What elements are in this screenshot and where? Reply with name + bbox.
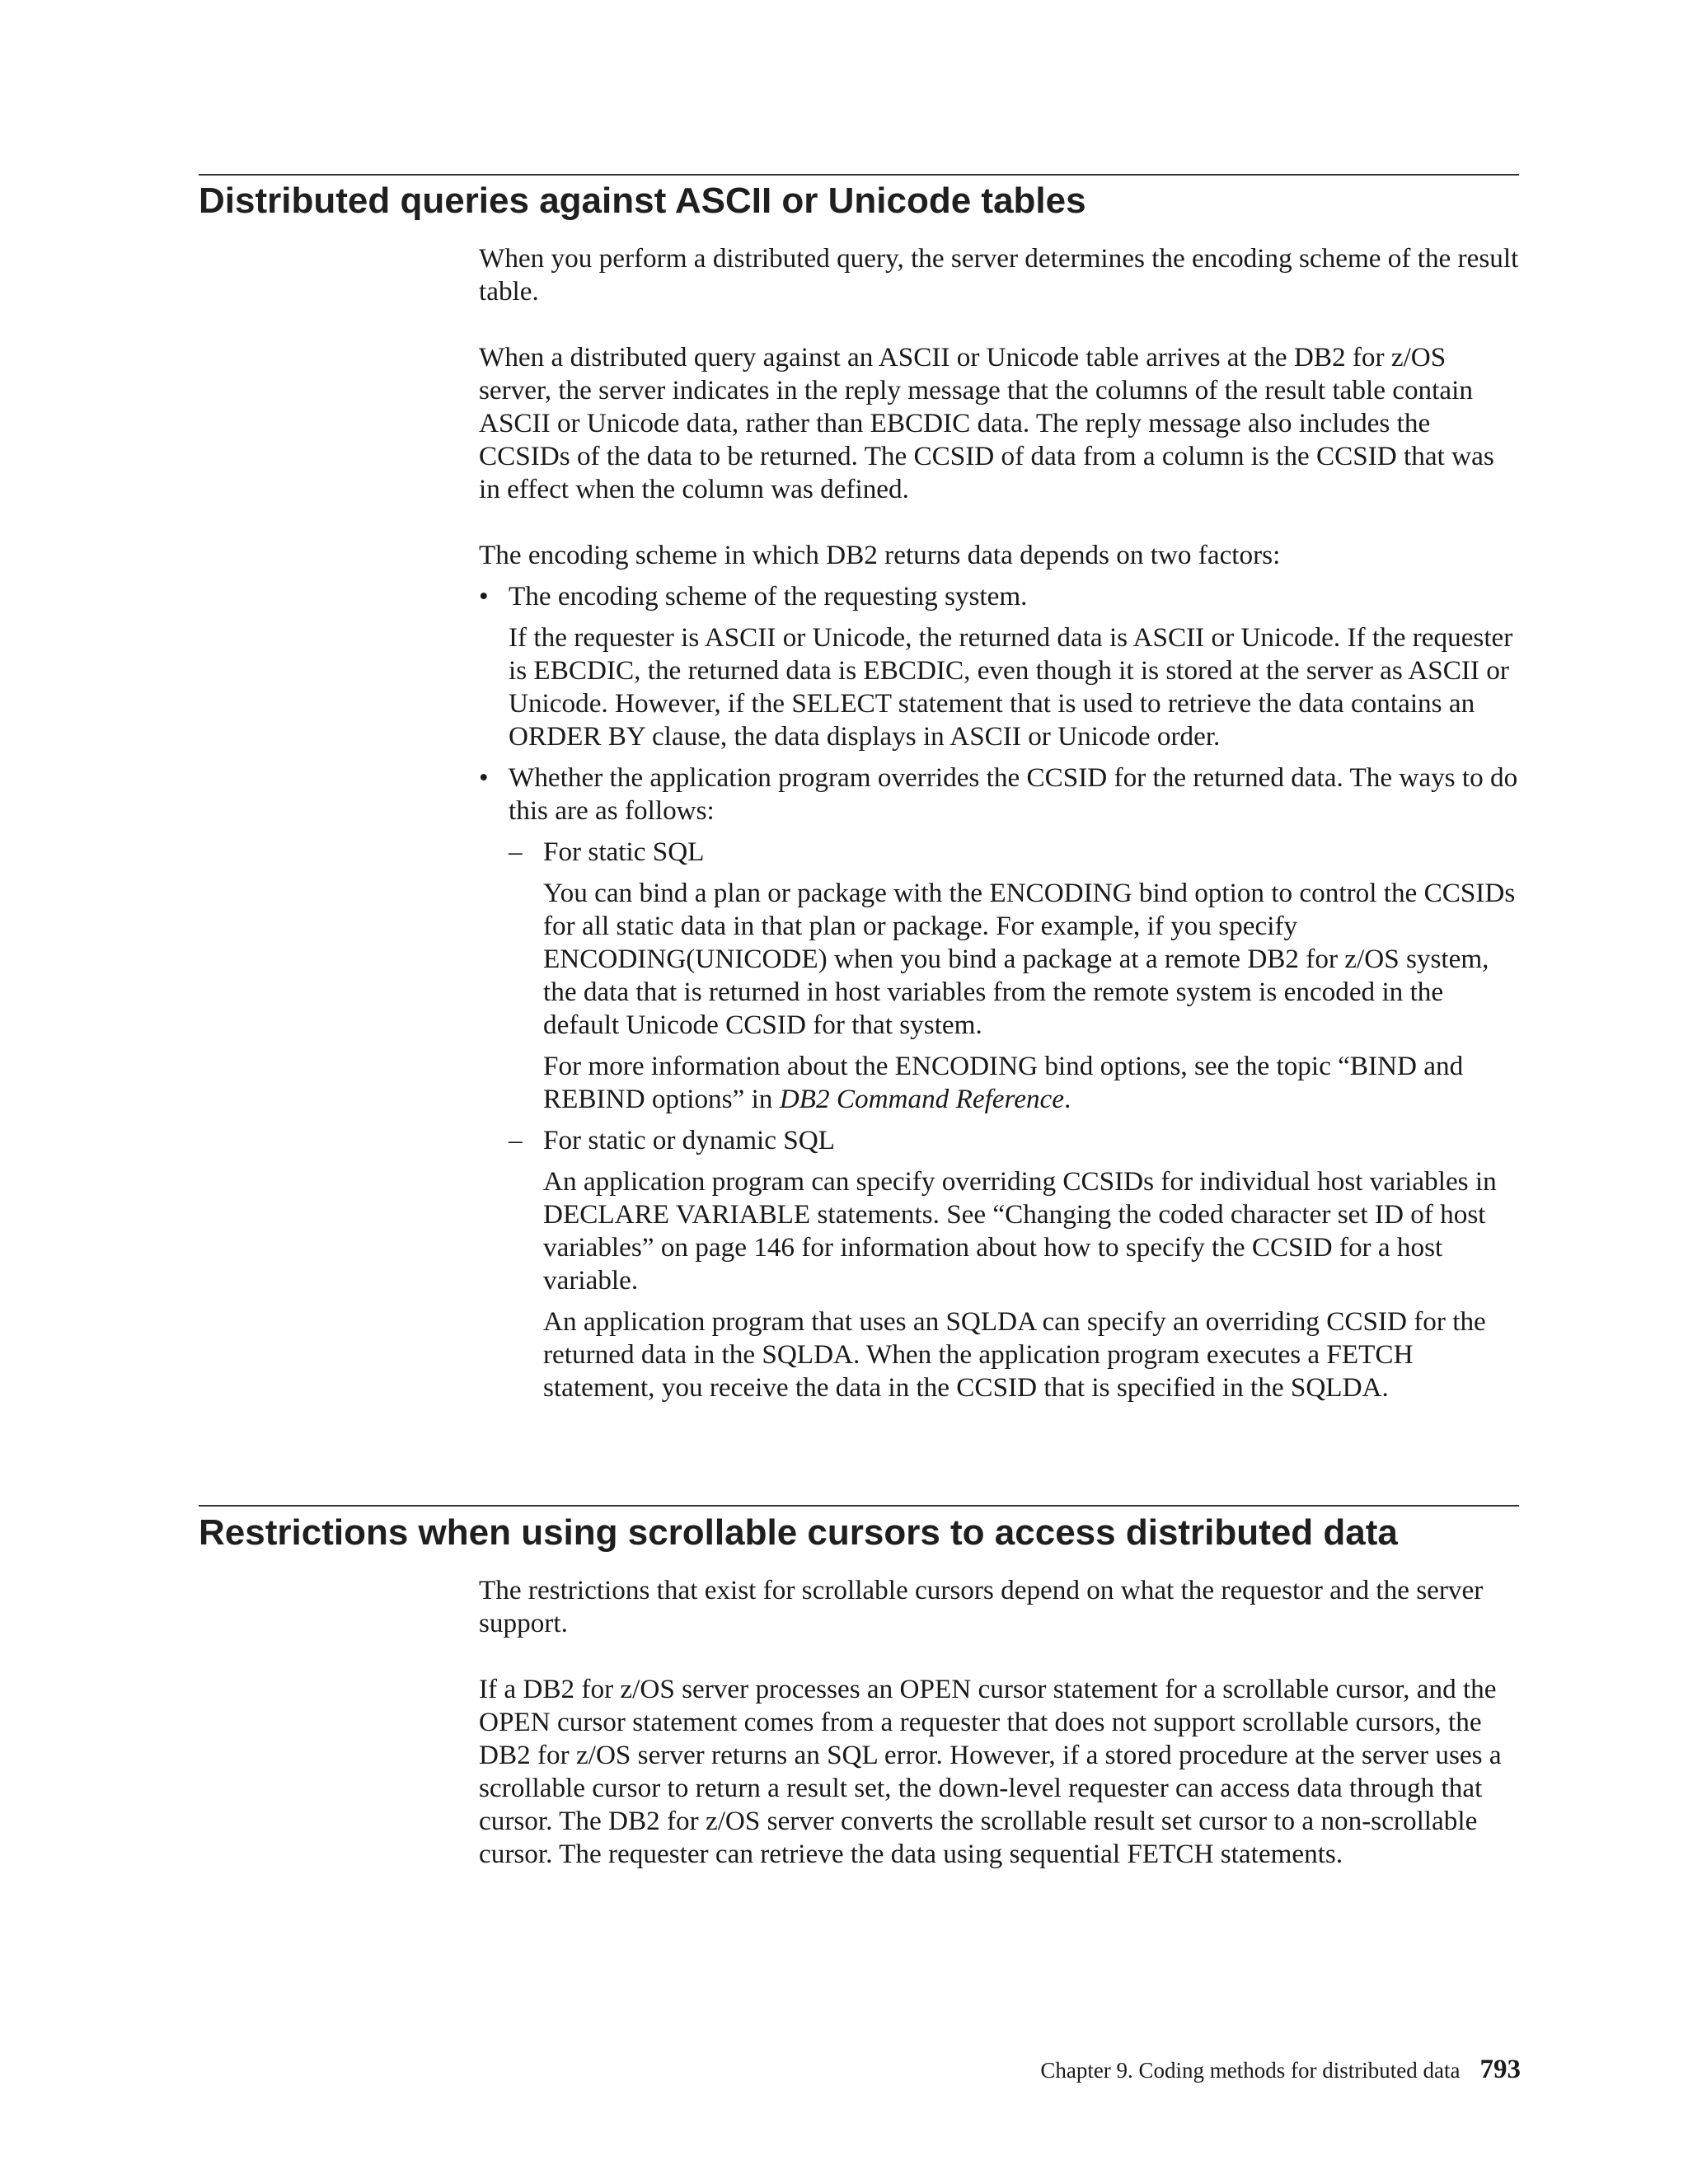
bullet-marker: • — [479, 581, 489, 612]
sub-item-static-or-dynamic-sql — [479, 1124, 1522, 1157]
text-fragment: . — [1064, 1084, 1071, 1114]
dash-marker: – — [509, 1125, 523, 1155]
bullet-text: Whether the application program overrides the CCSID for the returned data. The ways to do this are as follows: — [509, 762, 1518, 826]
bullet-marker: • — [479, 762, 489, 793]
sub-item-paragraph — [479, 1050, 1522, 1116]
sub-item-title: For static SQL — [543, 837, 705, 867]
bullet-item-encoding-scheme — [479, 580, 1522, 613]
reference-title: DB2 Command Reference — [779, 1084, 1064, 1114]
chapter-title: Chapter 9. Coding methods for distributed data — [1040, 2058, 1461, 2083]
sub-item-paragraph: An application program can specify overriding CCSIDs for individual host variables in DECLARE VARIABLE statements. See “Changing the coded character set ID of host variables” on page 146 for information about how to specify the CCSID for a host variable. — [543, 1166, 1497, 1296]
sub-item-static-sql — [479, 836, 1522, 869]
text-fragment: For more information about the ENCODING bind options, see the topic “BIND and REBIND options” in — [543, 1051, 1464, 1114]
sub-item-paragraph: You can bind a plan or package with the ENCODING bind option to control the CCSIDs for all static data in that plan or package. For example, if you specify ENCODING(UNICODE) when you bind a package at a remote DB2 for z/OS system, the data that is returned in host variables from the remote system is encoded in the default Unicode CCSID for that system. — [543, 878, 1516, 1040]
dash-marker: – — [509, 837, 523, 867]
bullet-detail: If the requester is ASCII or Unicode, the returned data is ASCII or Unicode. If the requester is EBCDIC, the returned data is EBCDIC, even though it is stored at the server as ASCII or Unicode. However, if the SELECT statement that is used to retrieve the data contains an ORDER BY clause, the data displays in ASCII or Unicode order. — [509, 622, 1513, 752]
page-number: 793 — [1479, 2055, 1521, 2084]
section-body-distributed-queries — [479, 242, 1522, 1404]
paragraph: When a distributed query against an ASCII or Unicode table arrives at the DB2 for z/OS server, the server indicates in the reply message that the columns of the result table contain ASCII or Unicode data, rather than EBCDIC data. The reply message also includes the CCSIDs of the data to be returned. The CCSID of data from a column is the CCSID that was in effect when the column was defined. — [479, 342, 1494, 504]
bullet-text: The encoding scheme of the requesting system. — [509, 581, 1028, 612]
section-body-scrollable-cursors — [479, 1574, 1522, 1871]
sub-item-title: For static or dynamic SQL — [543, 1125, 835, 1155]
sub-item-paragraph: An application program that uses an SQLDA can specify an overriding CCSID for the returned data in the SQLDA. When the application program executes a FETCH statement, you receive the data in the CCSID that is specified in the SQLDA. — [543, 1306, 1486, 1403]
section-rule-top — [199, 174, 1519, 176]
bullet-item-ccsid-override — [479, 762, 1522, 827]
paragraph: When you perform a distributed query, the server determines the encoding scheme of the result table. — [479, 243, 1519, 307]
section-heading-scrollable-cursors: Restrictions when using scrollable cursors to access distributed data — [199, 1512, 1398, 1553]
paragraph: If a DB2 for z/OS server processes an OPEN cursor statement for a scrollable cursor, and the OPEN cursor statement comes from a requester that does not support scrollable cursors, the DB2 for z/OS server returns an SQL error. However, if a stored procedure at the server uses a scrollable cursor to return a result set, the down-level requester can access data through that cursor. The DB2 for z/OS server converts the scrollable result set cursor to a non-scrollable cursor. The requester can retrieve the data using sequential FETCH statements. — [479, 1674, 1502, 1869]
paragraph: The restrictions that exist for scrollable cursors depend on what the requestor and the server support. — [479, 1575, 1484, 1638]
paragraph: The encoding scheme in which DB2 returns data depends on two factors: — [479, 540, 1281, 570]
section-heading-distributed-queries: Distributed queries against ASCII or Unicode tables — [199, 180, 1086, 221]
section-rule-top — [199, 1505, 1519, 1507]
page-footer — [1040, 2053, 1521, 2087]
